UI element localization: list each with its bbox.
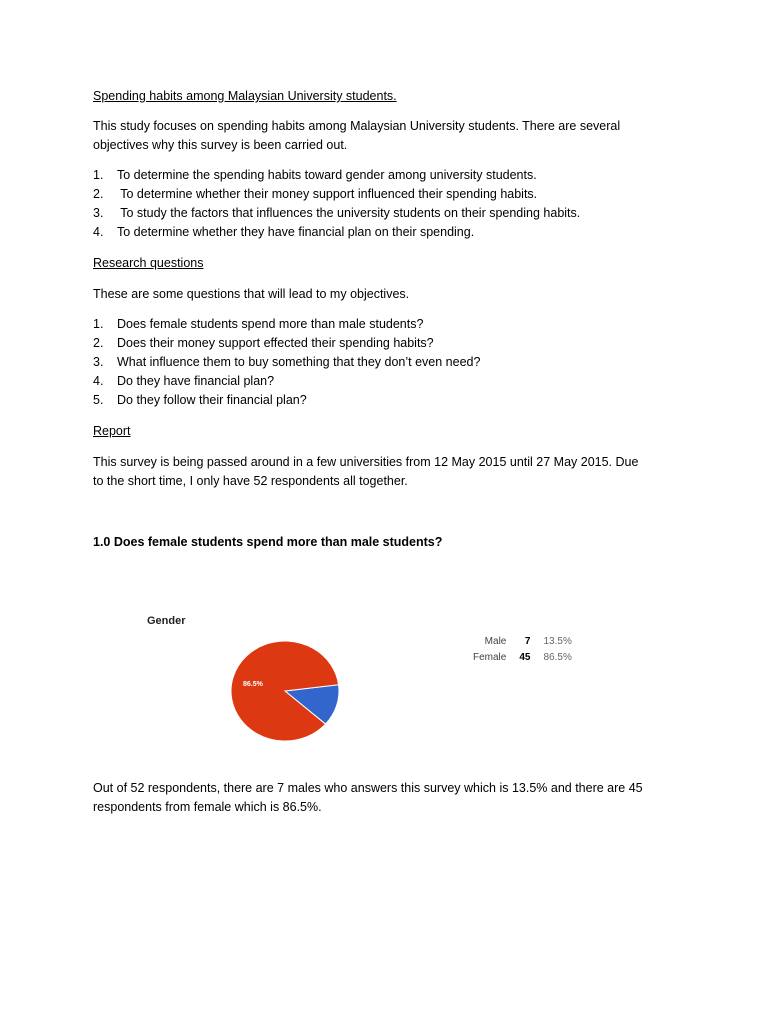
legend-label: Female: [473, 651, 507, 663]
list-item: 1. To determine the spending habits toward gender among university students.: [93, 168, 537, 182]
gender-pie-chart: [140, 605, 360, 755]
section-heading: 1.0 Does female students spend more than male students?: [93, 535, 443, 549]
list-item: 5. Do they follow their financial plan?: [93, 393, 307, 407]
research-questions-heading: Research questions: [93, 256, 204, 270]
conclusion-line-1: Out of 52 respondents, there are 7 males who answers this survey which is 13.5% and there are 45: [93, 781, 643, 795]
legend-label: Male: [484, 635, 507, 647]
legend-count: 7: [524, 635, 531, 647]
list-item: 1. Does female students spend more than male students?: [93, 317, 424, 331]
questions-list: [93, 315, 480, 410]
legend-count: 45: [519, 651, 531, 663]
intro-line-1: This study focuses on spending habits among Malaysian University students. There are several: [93, 119, 621, 133]
report-line-2: to the short time, I only have 52 respondents all together.: [93, 474, 408, 488]
legend-percent: 86.5%: [543, 651, 572, 663]
objectives-list: [93, 166, 580, 242]
research-intro: These are some questions that will lead to my objectives.: [93, 287, 410, 301]
report-line-1: This survey is being passed around in a few universities from 12 May 2015 until 27 May 2015. Due: [93, 455, 639, 469]
conclusion-line-2: respondents from female which is 86.5%.: [93, 800, 322, 814]
list-item: 2. Does their money support effected their spending habits?: [93, 336, 434, 350]
list-item: 2. To determine whether their money support influenced their spending habits.: [93, 187, 538, 201]
list-item: 3. What influence them to buy something that they don’t even need?: [93, 355, 481, 369]
legend-row-female: [470, 649, 575, 665]
legend-percent: 13.5%: [543, 635, 572, 647]
intro-line-2: objectives why this survey is been carried out.: [93, 138, 348, 152]
chart-legend: [470, 633, 575, 665]
report-heading: Report: [93, 424, 131, 438]
legend-row-male: [470, 633, 575, 649]
list-item: 3. To study the factors that influences the university students on their spending habits.: [93, 206, 581, 220]
chart-title: Gender: [147, 615, 186, 627]
pie-slice-label: 86.5%: [243, 681, 263, 688]
document-title: Spending habits among Malaysian University students.: [93, 89, 397, 103]
list-item: 4. Do they have financial plan?: [93, 374, 275, 388]
list-item: 4. To determine whether they have financial plan on their spending.: [93, 225, 475, 239]
